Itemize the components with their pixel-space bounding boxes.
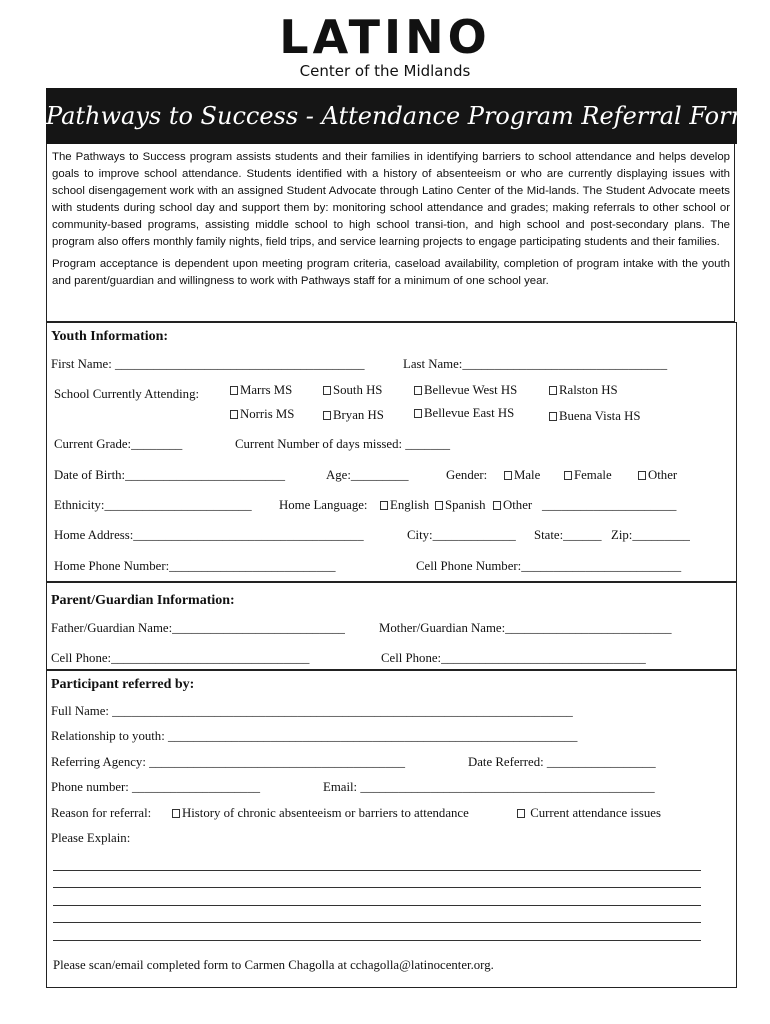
logo-subtitle: Center of the Midlands (299, 62, 471, 80)
language-option-spanish[interactable]: Spanish (435, 498, 486, 513)
referral-section (46, 670, 737, 988)
checkbox-icon (172, 809, 180, 818)
checkbox-icon (638, 471, 646, 480)
dob-field[interactable]: Date of Birth:_________________________ (54, 468, 286, 482)
age-field[interactable]: Age:_________ (326, 468, 409, 482)
youth-header: Youth Information: (51, 329, 169, 344)
gender-label: Gender: (446, 468, 488, 482)
school-label: School Currently Attending: (54, 387, 200, 401)
language-option-other[interactable]: Other (493, 498, 532, 513)
school-option-bellevue-west[interactable]: Bellevue West HS (414, 383, 517, 398)
checkbox-icon (435, 501, 443, 510)
reason-option-chronic[interactable]: History of chronic absenteeism or barriers to attendance (172, 806, 469, 821)
home-phone-field[interactable]: Home Phone Number:__________________________ (54, 559, 336, 573)
checkbox-icon (230, 386, 238, 395)
school-option-south[interactable]: South HS (323, 383, 382, 398)
school-option-buena-vista[interactable]: Buena Vista HS (549, 409, 640, 424)
checkbox-icon (517, 809, 525, 818)
school-option-ralston[interactable]: Ralston HS (549, 383, 618, 398)
logo (0, 10, 770, 80)
checkbox-icon (323, 386, 331, 395)
language-option-english[interactable]: English (380, 498, 429, 513)
checkbox-icon (549, 412, 557, 421)
gender-option-female[interactable]: Female (564, 468, 612, 483)
date-referred-field[interactable]: Date Referred: _________________ (468, 755, 656, 769)
referring-agency-field[interactable]: Referring Agency: ________________________________________ (51, 755, 406, 769)
mother-cell-field[interactable]: Cell Phone:________________________________ (381, 651, 646, 665)
checkbox-icon (414, 386, 422, 395)
checkbox-icon (414, 409, 422, 418)
referrer-name-field[interactable]: Full Name: ________________________________________________________________________ (51, 704, 573, 718)
explain-line[interactable] (53, 922, 701, 923)
state-field[interactable]: State:______ (534, 528, 602, 542)
father-cell-field[interactable]: Cell Phone:_______________________________ (51, 651, 310, 665)
checkbox-icon (493, 501, 501, 510)
ethnicity-field[interactable]: Ethnicity:_______________________ (54, 498, 252, 512)
checkbox-icon (504, 471, 512, 480)
zip-field[interactable]: Zip:_________ (611, 528, 690, 542)
current-grade-field[interactable]: Current Grade:________ (54, 437, 183, 451)
explain-line[interactable] (53, 905, 701, 906)
intro-paragraph-2: Program acceptance is dependent upon meeting program criteria, caseload availability, completion of program intake with the youth and parent/guardian and willingness to work with Pathways staff for a minimum of one school year. (52, 258, 730, 288)
checkbox-icon (380, 501, 388, 510)
gender-option-other[interactable]: Other (638, 468, 677, 483)
home-address-field[interactable]: Home Address:____________________________________ (54, 528, 364, 542)
father-name-field[interactable]: Father/Guardian Name:___________________________ (51, 621, 345, 635)
reason-option-current[interactable]: Current attendance issues (517, 806, 661, 821)
days-missed-field[interactable]: Current Number of days missed: _______ (235, 437, 451, 451)
relationship-field[interactable]: Relationship to youth: ________________________________________________________________ (51, 729, 578, 743)
intro-paragraph-1: The Pathways to Success program assists students and their families in identifying barriers to school attendance and helps develop goals to improve school attendance. Students identified with a history of absenteeism or who are currently displaying issues with school disengagement work with an assigned Student Advocate through Latino Center of the Mid-lands. The Student Advocate meets with students during school day and support them by: monitoring school attendance and grades; making referrals to other school or community-based programs, assisting middle school to high school transi-tion, and high school and post-secondary plans. The program also offers monthly family nights, field trips, and service learning projects to engage participating students and their families. (52, 151, 730, 248)
youth-section (46, 322, 737, 582)
explain-line[interactable] (53, 887, 701, 888)
city-field[interactable]: City:_____________ (407, 528, 516, 542)
referrer-phone-field[interactable]: Phone number: ____________________ (51, 780, 261, 794)
checkbox-icon (564, 471, 572, 480)
please-explain-label: Please Explain: (51, 831, 131, 845)
home-language-label: Home Language: (279, 498, 368, 512)
checkbox-icon (230, 410, 238, 419)
gender-option-male[interactable]: Male (504, 468, 540, 483)
mother-name-field[interactable]: Mother/Guardian Name:__________________________ (379, 621, 672, 635)
school-option-marrs[interactable]: Marrs MS (230, 383, 292, 398)
referral-header: Participant referred by: (51, 677, 195, 692)
school-option-norris[interactable]: Norris MS (230, 407, 294, 422)
first-name-field[interactable]: First Name: _______________________________________ (51, 357, 365, 371)
language-other-field[interactable]: _____________________ (542, 498, 677, 512)
school-option-bellevue-east[interactable]: Bellevue East HS (414, 406, 514, 421)
explain-line[interactable] (53, 870, 701, 871)
submission-instructions: Please scan/email completed form to Carmen Chagolla at cchagolla@latinocenter.org. (53, 958, 494, 972)
form-title: Pathways to Success - Attendance Program Referral Form (46, 88, 737, 144)
cell-phone-field[interactable]: Cell Phone Number:_________________________ (416, 559, 682, 573)
parent-section (46, 582, 737, 670)
referrer-email-field[interactable]: Email: ______________________________________________ (323, 780, 655, 794)
checkbox-icon (323, 411, 331, 420)
checkbox-icon (549, 386, 557, 395)
reason-label: Reason for referral: (51, 806, 152, 820)
school-option-bryan[interactable]: Bryan HS (323, 408, 384, 423)
parent-header: Parent/Guardian Information: (51, 593, 235, 608)
explain-line[interactable] (53, 940, 701, 941)
last-name-field[interactable]: Last Name:________________________________ (403, 357, 668, 371)
logo-wordmark: LATINO (279, 10, 491, 64)
intro-box (46, 144, 735, 322)
